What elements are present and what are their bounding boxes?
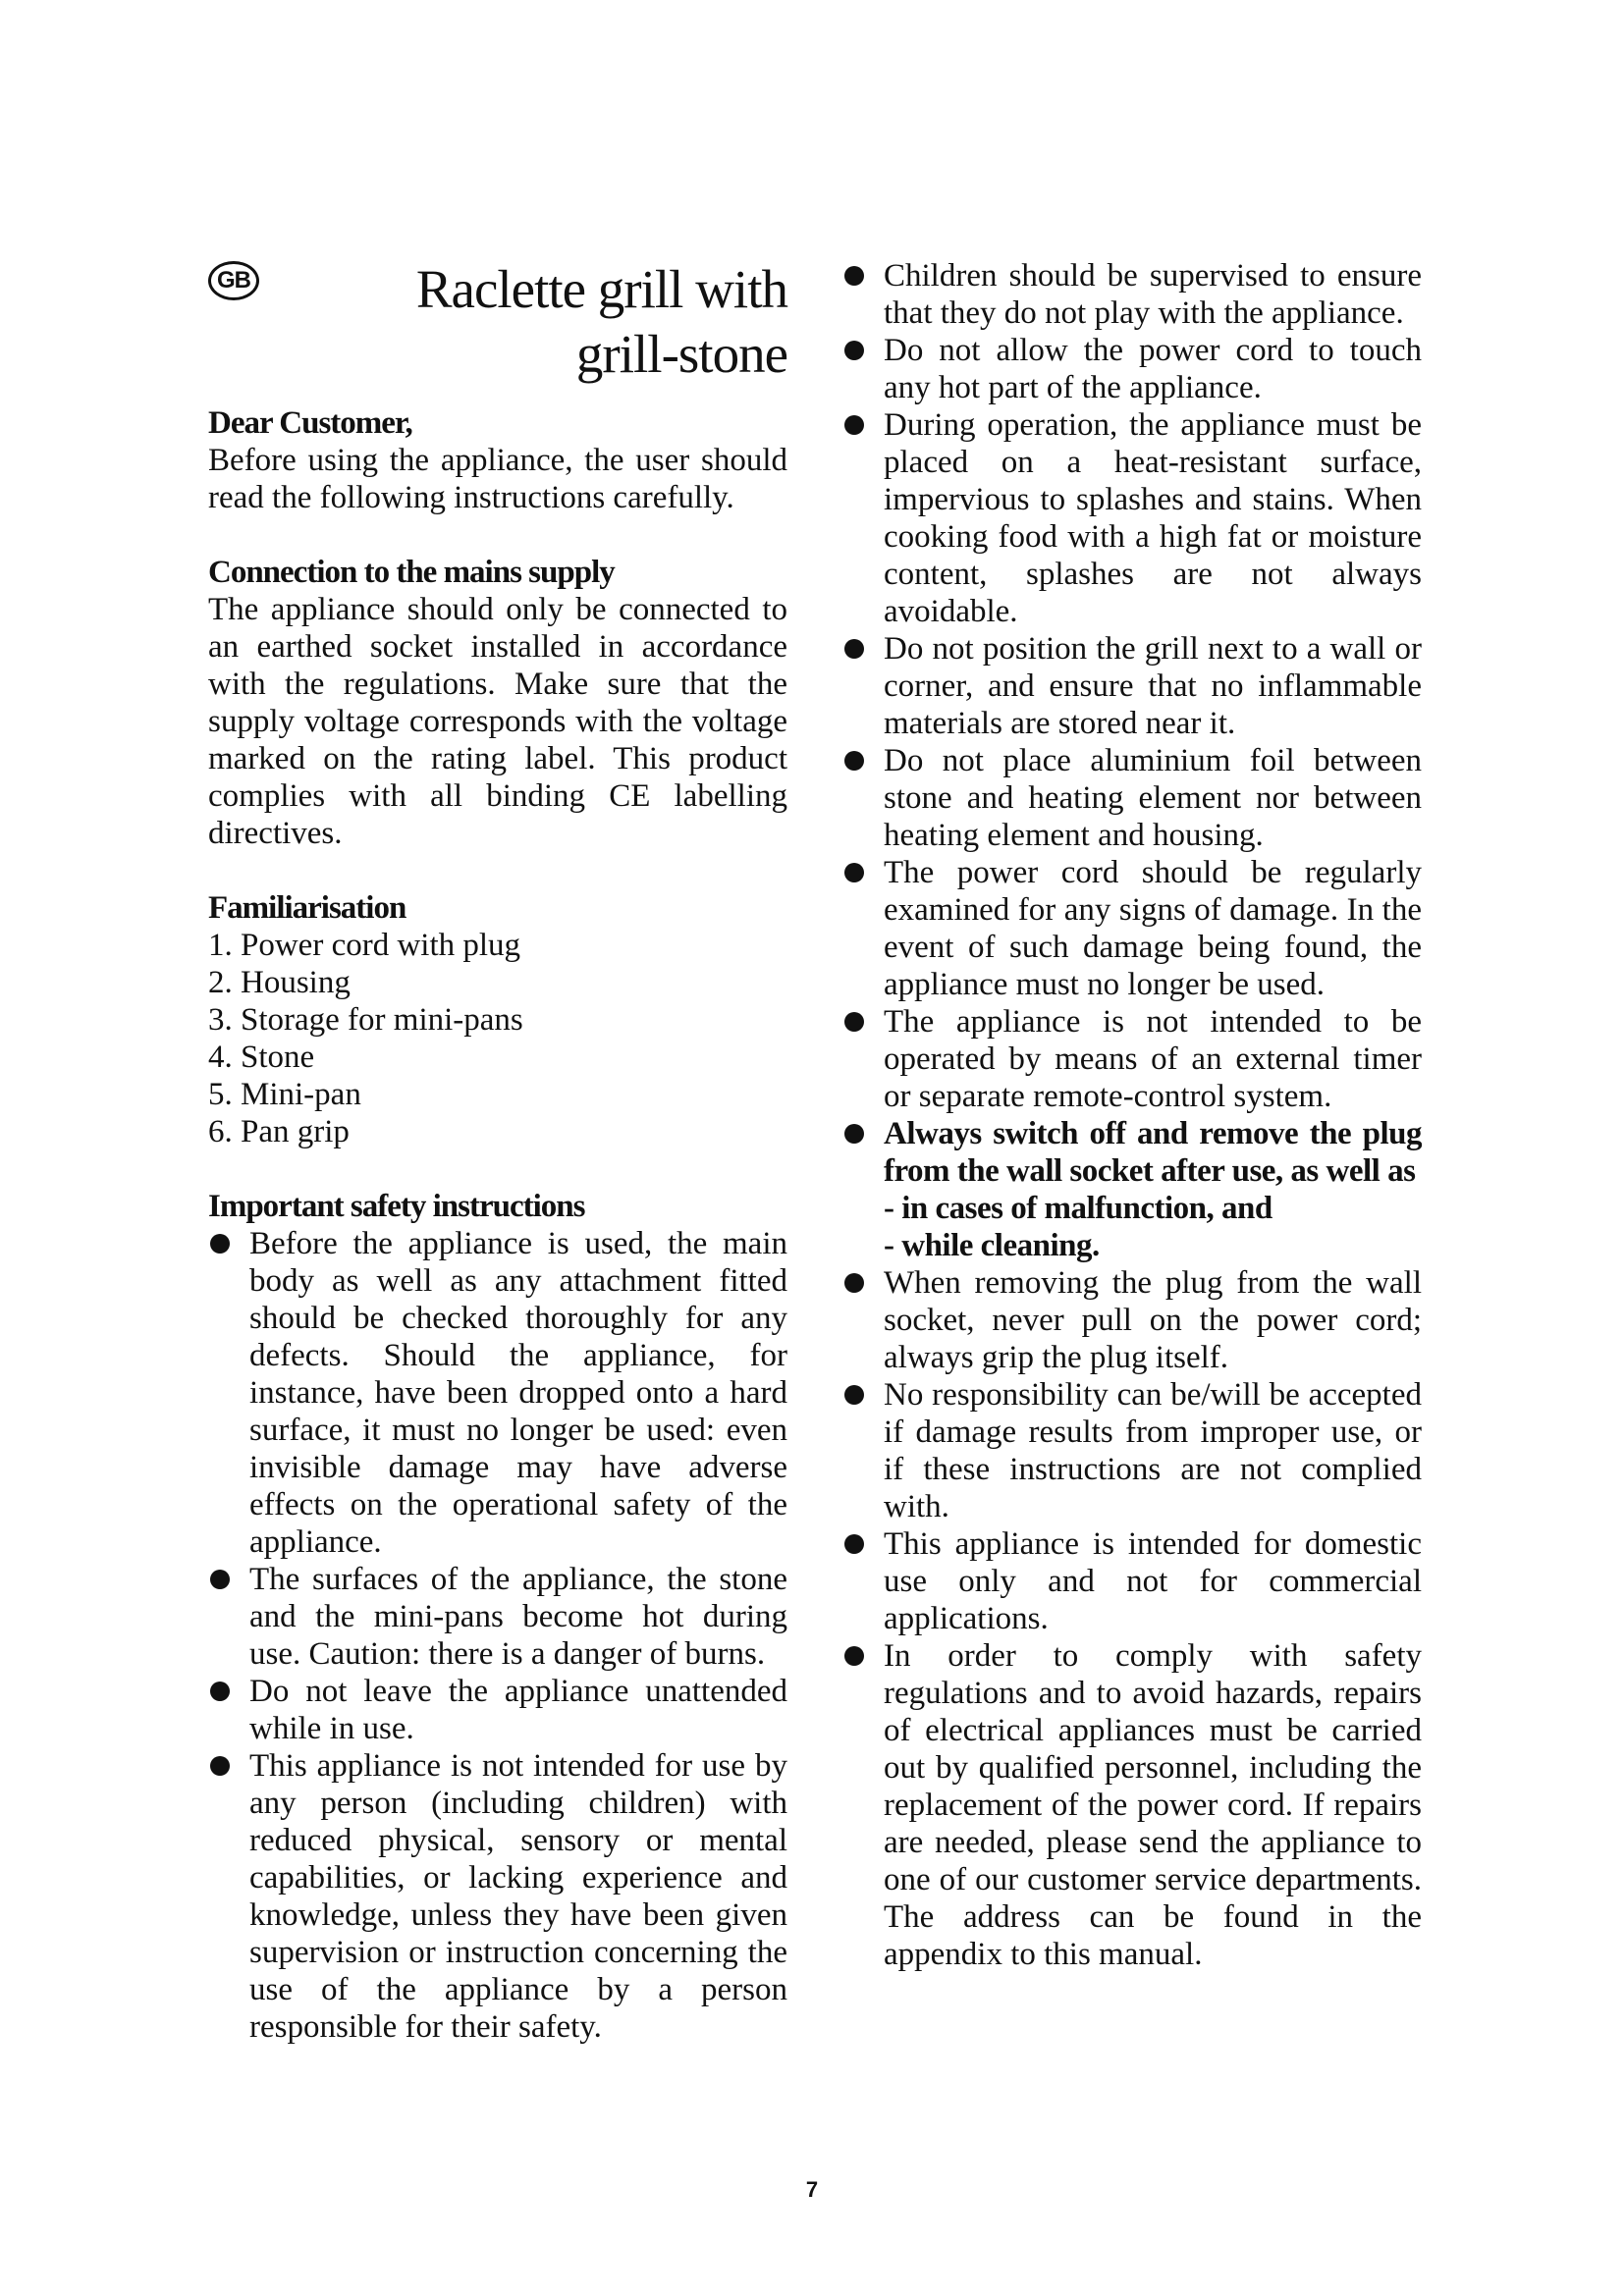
parts-list-item: 4. Stone <box>208 1040 315 1075</box>
bullet-icon <box>844 1385 864 1405</box>
bullet-icon <box>844 415 864 435</box>
safety-item: Before the appliance is used, the main body as well as any attachment fitted should be checked thoroughly for any defects. Should the appliance, for instance, have been dropped onto a hard surface, it must no longer be used: even invisible damage may have adverse effects on the operational safety of the appliance. <box>208 1225 787 1561</box>
connection-heading: Connection to the mains supply <box>208 555 615 590</box>
bullet-icon <box>844 863 864 882</box>
bullet-icon <box>844 1534 864 1554</box>
bullet-icon <box>210 1570 230 1589</box>
safety-item: Children should be supervised to ensure that they do not play with the appliance. <box>842 257 1422 332</box>
page-title <box>416 257 787 387</box>
safety-item: In order to comply with safety regulations and to avoid hazards, repairs of electrical appliances must be carried out by qualified personnel, including the replacement of the power cord. If repairs are needed, please send the appliance to one of our customer service departments. The address can be found in the appendix to this manual. <box>842 1637 1422 1973</box>
familiarisation-heading: Familiarisation <box>208 890 406 926</box>
parts-list-item: 3. Storage for mini-pans <box>208 1002 523 1038</box>
safety-list-right <box>842 257 1422 1973</box>
safety-item: The surfaces of the appliance, the stone and the mini-pans become hot during use. Caution: there is a danger of burns. <box>208 1561 787 1673</box>
parts-list-item: 2. Housing <box>208 965 351 1000</box>
safety-item: Do not leave the appliance unattended while in use. <box>208 1673 787 1747</box>
safety-item: This appliance is not intended for use by any person (including children) with reduced physical, sensory or mental capabilities, or lacking experience and knowledge, unless they have been given supervision or instruction concerning the use of the appliance by a person responsible for their safety. <box>208 1747 787 2046</box>
header <box>208 257 787 404</box>
safety-item-unplug: Always switch off and remove the plug from the wall socket after use, as well as - in cases of malfunction, and - while cleaning. <box>842 1115 1422 1264</box>
intro-text: Before using the appliance, the user should read the following instructions carefully. <box>208 443 787 515</box>
page-number: 7 <box>805 2177 819 2202</box>
safety-item: During operation, the appliance must be placed on a heat-resistant surface, impervious to splashes and stains. When cooking food with a high fat or moisture content, splashes are not always avoidable. <box>842 406 1422 630</box>
bullet-icon <box>844 341 864 360</box>
bullet-icon <box>844 266 864 286</box>
safety-heading: Important safety instructions <box>208 1189 585 1224</box>
bullet-icon <box>844 1646 864 1666</box>
connection-text: The appliance should only be connected to an earthed socket installed in accordance with the regulations. Make sure that the supply voltage corresponds with the voltage marked on the rating label. This product complies with all binding CE labelling directives. <box>208 592 787 851</box>
bullet-icon <box>844 1273 864 1293</box>
parts-list-item: 1. Power cord with plug <box>208 928 521 963</box>
safety-item: The power cord should be regularly examined for any signs of damage. In the event of such damage being found, the appliance must no longer be used. <box>842 854 1422 1003</box>
left-column <box>208 257 787 2046</box>
intro-heading: Dear Customer, <box>208 405 412 441</box>
bullet-icon <box>844 751 864 771</box>
parts-list-item: 5. Mini-pan <box>208 1077 361 1112</box>
title-line-1: Raclette grill with <box>415 259 787 319</box>
safety-item: Do not position the grill next to a wall or corner, and ensure that no inflammable materials are stored near it. <box>842 630 1422 742</box>
bullet-icon <box>844 639 864 659</box>
safety-list-left <box>208 1225 787 2046</box>
unplug-condition-cleaning: - while cleaning. <box>884 1228 1100 1263</box>
bullet-icon <box>210 1234 230 1254</box>
parts-list-item: 6. Pan grip <box>208 1114 350 1149</box>
safety-item: The appliance is not intended to be operated by means of an external timer or separate remote-control system. <box>842 1003 1422 1115</box>
safety-item: Do not place aluminium foil between stone and heating element nor between heating element and housing. <box>842 742 1422 854</box>
bullet-icon <box>844 1012 864 1032</box>
bullet-icon <box>210 1756 230 1776</box>
right-column <box>842 257 1422 1973</box>
title-line-2: grill-stone <box>575 324 787 384</box>
parts-list <box>208 927 787 1150</box>
safety-item: When removing the plug from the wall socket, never pull on the power cord; always grip the plug itself. <box>842 1264 1422 1376</box>
safety-item: This appliance is intended for domestic use only and not for commercial applications. <box>842 1525 1422 1637</box>
safety-item: Do not allow the power cord to touch any hot part of the appliance. <box>842 332 1422 406</box>
gb-language-badge: GB <box>208 261 259 300</box>
bullet-icon <box>844 1124 864 1144</box>
bullet-icon <box>210 1682 230 1701</box>
safety-item: No responsibility can be/will be accepted if damage results from improper use, or if these instructions are not complied with. <box>842 1376 1422 1525</box>
unplug-condition-malfunction: - in cases of malfunction, and <box>884 1191 1272 1226</box>
